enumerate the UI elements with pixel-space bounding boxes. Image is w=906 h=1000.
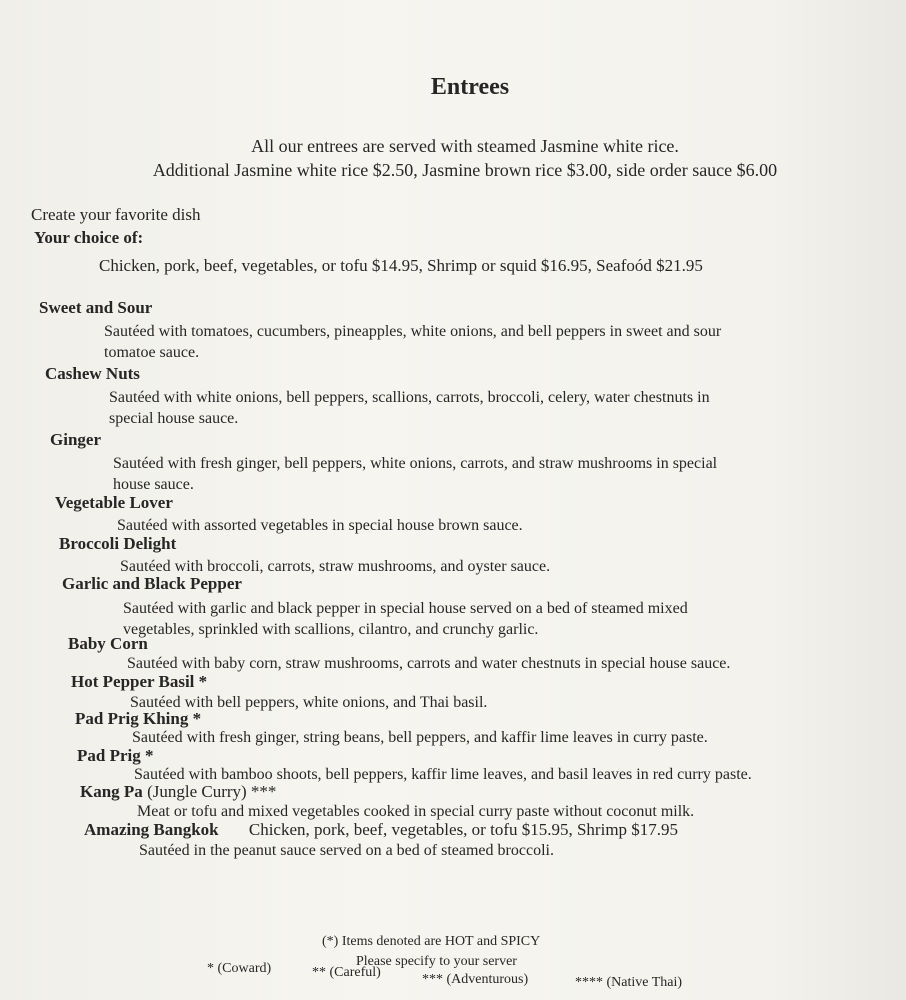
dish-name-ginger: Ginger <box>50 430 101 449</box>
description-line: Sautéed with bell peppers, white onions, and Thai basil. <box>130 694 488 711</box>
dish-name-sweet-and-sour: Sweet and Sour <box>39 298 153 317</box>
spicy-note: (*) Items denoted are HOT and SPICY <box>322 934 541 949</box>
description-line: Sautéed in the peanut sauce served on a bed of steamed broccoli. <box>139 842 554 859</box>
dish-name-text: Amazing Bangkok <box>84 820 219 839</box>
dish-name-hot-pepper-basil: Hot Pepper Basil * <box>71 672 208 691</box>
dish-name-broccoli-delight: Broccoli Delight <box>59 534 177 553</box>
dish-name-pad-prig: Pad Prig * <box>77 746 154 765</box>
spicy-instruction: Please specify to your server <box>356 954 517 969</box>
description-line: tomatoe sauce. <box>104 344 200 361</box>
description-line: Sautéed with baby corn, straw mushrooms, carrots and water chestnuts in special house sauce. <box>127 655 731 672</box>
dish-name-pad-prig-khing: Pad Prig Khing * <box>75 709 202 728</box>
dish-price: Chicken, pork, beef, vegetables, or tofu $15.95, Shrimp $17.95 <box>248 820 679 839</box>
dish-name-text: Kang Pa <box>80 782 143 801</box>
description-line: house sauce. <box>113 476 194 493</box>
create-label: Create your favorite dish <box>31 205 201 224</box>
description-line: Sautéed with fresh ginger, string beans, bell peppers, and kaffir lime leaves in curry paste. <box>132 729 708 746</box>
description-line: Sautéed with garlic and black pepper in special house served on a bed of steamed mixed <box>123 600 688 617</box>
page-title: Entrees <box>430 74 510 100</box>
dish-description <box>137 801 694 822</box>
dish-description <box>109 387 710 429</box>
choice-label: Your choice of: <box>34 228 144 247</box>
spice-level-adventurous: *** (Adventurous) <box>422 972 529 987</box>
description-line: special house sauce. <box>109 410 239 427</box>
dish-description <box>104 321 721 363</box>
dish-description <box>127 653 730 674</box>
description-line: Sautéed with bamboo shoots, bell peppers, kaffir lime leaves, and basil leaves in red curry paste. <box>134 766 752 783</box>
intro-line-2: Additional Jasmine white rice $2.50, Jasmine brown rice $3.00, side order sauce $6.00 <box>152 160 778 180</box>
description-line: Meat or tofu and mixed vegetables cooked in special curry paste without coconut milk. <box>137 803 695 820</box>
dish-name-baby-corn: Baby Corn <box>68 634 148 653</box>
description-line: vegetables, sprinkled with scallions, cilantro, and crunchy garlic. <box>123 621 539 638</box>
description-line: Sautéed with broccoli, carrots, straw mushrooms, and oyster sauce. <box>120 558 551 575</box>
spice-level-careful: ** (Careful) <box>312 965 381 980</box>
dish-description <box>123 598 688 640</box>
description-line: Sautéed with tomatoes, cucumbers, pineapples, white onions, and bell peppers in sweet and sour <box>104 323 722 340</box>
dish-description <box>139 840 554 861</box>
spice-level-coward: * (Coward) <box>207 961 272 976</box>
description-line: Sautéed with fresh ginger, bell peppers, white onions, carrots, and straw mushrooms in special <box>113 455 718 472</box>
intro-line-1: All our entrees are served with steamed Jasmine white rice. <box>251 136 679 156</box>
dish-description <box>132 727 708 748</box>
dish-name-cashew-nuts: Cashew Nuts <box>45 364 140 383</box>
dish-description <box>113 453 717 495</box>
dish-name-kang-pa <box>80 782 276 802</box>
description-line: Sautéed with assorted vegetables in special house brown sauce. <box>117 517 523 534</box>
dish-name-amazing-bangkok <box>84 820 678 840</box>
spice-level-native-thai: **** (Native Thai) <box>575 975 683 990</box>
dish-name-note: (Jungle Curry) *** <box>147 782 277 801</box>
dish-description <box>117 515 523 536</box>
description-line: Sautéed with white onions, bell peppers, scallions, carrots, broccoli, celery, water chestnuts in <box>109 389 710 406</box>
choice-options: Chicken, pork, beef, vegetables, or tofu $14.95, Shrimp or squid $16.95, Seafoód $21.95 <box>99 256 703 275</box>
dish-name-vegetable-lover: Vegetable Lover <box>55 493 173 512</box>
dish-name-garlic-black-pepper: Garlic and Black Pepper <box>62 574 242 593</box>
